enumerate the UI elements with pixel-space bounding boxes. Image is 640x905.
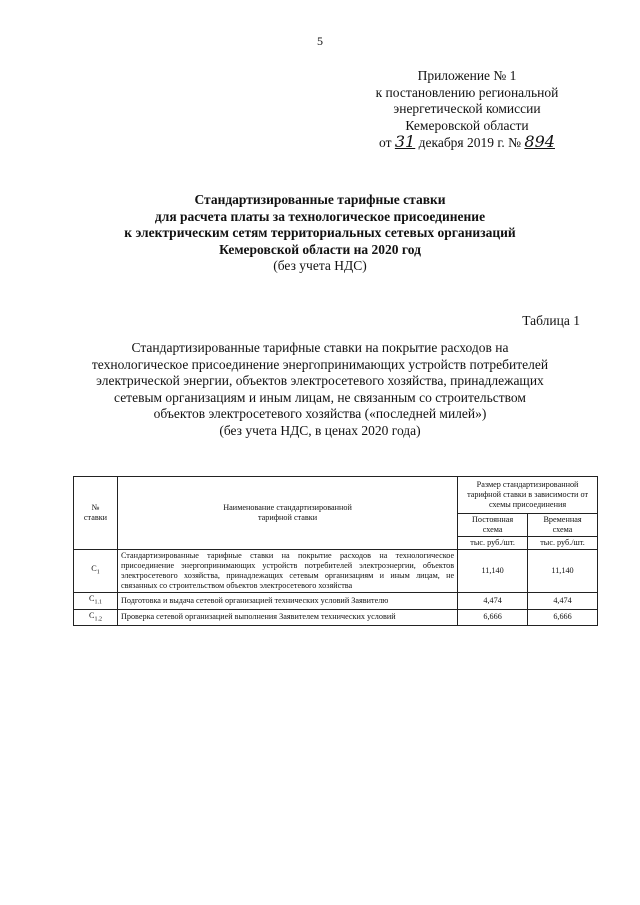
header-text: Наименование стандартизированной — [223, 503, 352, 512]
code-subscript: 1 — [96, 569, 100, 576]
rates-table — [73, 476, 598, 626]
code-letter: C — [91, 564, 97, 574]
header-text: тарифной ставки — [257, 513, 318, 522]
title-line: (без учета НДС) — [273, 258, 367, 273]
row-name: Проверка сетевой организацией выполнения Заявителем технических условий — [117, 609, 457, 626]
header-name — [117, 477, 457, 550]
row-code — [74, 550, 118, 593]
subtitle-line: электрической энергии, объектов электросетевого хозяйства, принадлежащих — [96, 373, 544, 388]
header-text: Временная — [543, 515, 582, 524]
row-permanent-value: 11,140 — [458, 550, 528, 593]
subtitle-line: сетевым организациям и иным лицам, не связанным со строительством — [114, 389, 526, 405]
handwritten-day: 31 — [394, 132, 416, 151]
appendix-line: энергетической комиссии — [393, 101, 541, 116]
subtitle-line: (без учета НДС, в ценах 2020 года) — [219, 422, 421, 438]
table-row — [74, 609, 598, 626]
header-temporary — [528, 514, 598, 537]
title-line: Стандартизированные тарифные ставки — [194, 192, 446, 207]
appendix-line: Кемеровской области — [405, 117, 529, 133]
row-code — [74, 593, 118, 610]
header-size: Размер стандартизированной тарифной ставки в зависимости от схемы присоединения — [458, 477, 598, 514]
document-title — [70, 192, 570, 275]
header-unit: тыс. руб./шт. — [528, 537, 598, 550]
table-subtitle — [60, 340, 580, 439]
row-code — [74, 609, 118, 626]
header-text: Постоянная — [472, 515, 514, 524]
header-text: ставки — [83, 513, 108, 522]
row-temporary-value: 4,474 — [528, 593, 598, 610]
appendix-date-line — [352, 134, 582, 152]
appendix-line: к постановлению региональной — [375, 84, 559, 100]
row-temporary-value: 11,140 — [528, 550, 598, 593]
header-text: схема — [482, 525, 503, 534]
table-label: Таблица 1 — [522, 313, 580, 328]
table-header-row — [74, 477, 598, 514]
table-row — [74, 550, 598, 593]
row-name: Подготовка и выдача сетевой организацией технических условий Заявителю — [117, 593, 457, 610]
row-temporary-value: 6,666 — [528, 609, 598, 626]
date-prefix: от — [379, 135, 392, 150]
title-line: для расчета платы за технологическое присоединение — [154, 208, 486, 224]
row-name: Стандартизированные тарифные ставки на покрытие расходов на технологическое присоединение энергопринимающих устройств потребителей электроэнергии, объектов электросетевого хозяйства, принадлежащих сетевым организациям и иным лицам, не связанных со строительством объектов электросетевого хозяйства — [117, 550, 457, 593]
page-number: 5 — [317, 34, 323, 48]
row-permanent-value: 4,474 — [458, 593, 528, 610]
title-line: Кемеровской области на 2020 год — [219, 241, 421, 257]
appendix-block — [352, 68, 582, 152]
appendix-line: Приложение № 1 — [417, 68, 517, 83]
code-letter: C — [88, 594, 95, 603]
header-text: № — [91, 503, 100, 512]
table-row — [74, 593, 598, 610]
code-subscript: 1.2 — [94, 616, 102, 623]
header-text: схема — [552, 525, 573, 534]
code-subscript: 1.1 — [94, 599, 102, 606]
subtitle-line: объектов электросетевого хозяйства («последней милей») — [153, 406, 487, 421]
handwritten-number: 894 — [524, 132, 555, 151]
row-permanent-value: 6,666 — [458, 609, 528, 626]
header-permanent — [458, 514, 528, 537]
title-line: к электрическим сетям территориальных сетевых организаций — [124, 225, 516, 240]
subtitle-line: Стандартизированные тарифные ставки на покрытие расходов на — [131, 340, 509, 355]
subtitle-line: технологическое присоединение энергопринимающих устройств потребителей — [91, 356, 549, 372]
header-number — [74, 477, 118, 550]
date-rest: декабря 2019 г. № — [418, 135, 522, 150]
header-unit: тыс. руб./шт. — [458, 537, 528, 550]
code-letter: C — [88, 610, 95, 620]
